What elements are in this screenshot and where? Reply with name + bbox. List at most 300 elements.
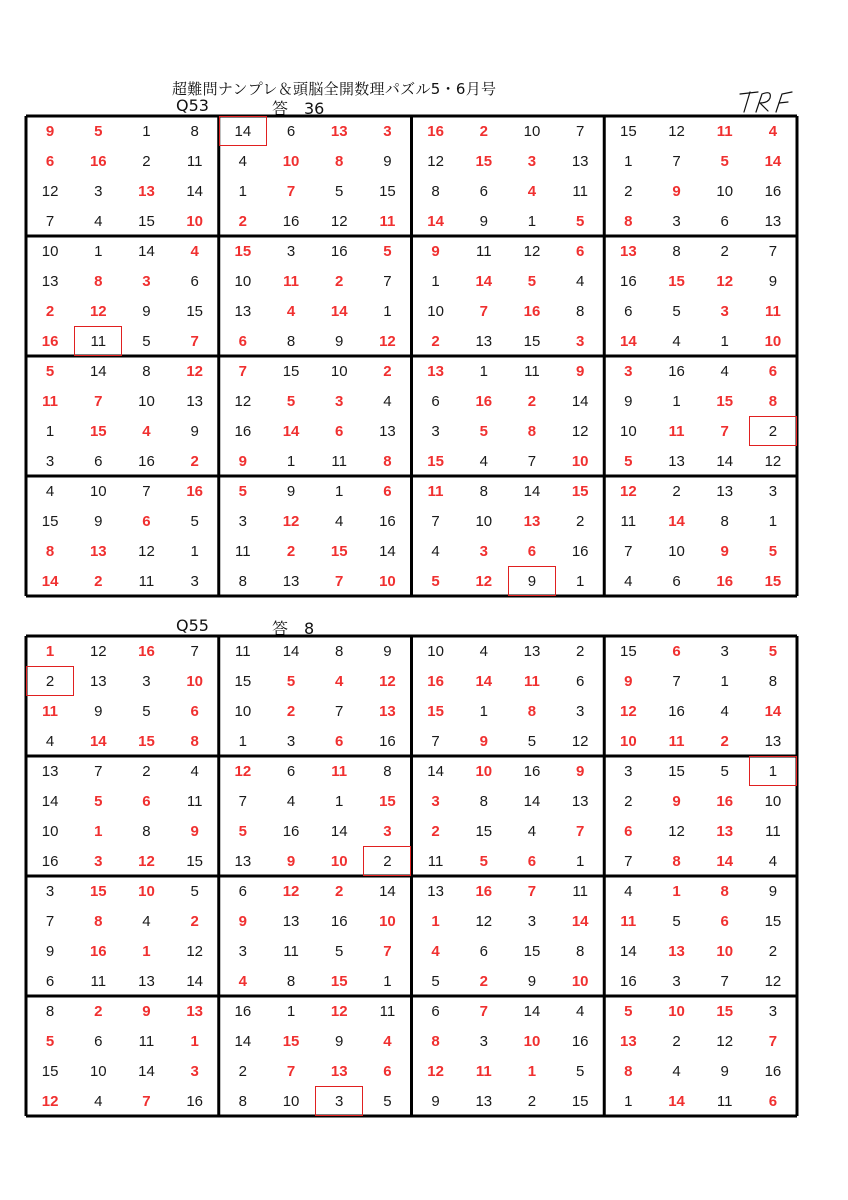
cell-value: 1: [624, 152, 633, 170]
cell-given: 16: [427, 672, 444, 690]
cell-given: 6: [335, 732, 344, 750]
cell-value: 6: [431, 1002, 440, 1020]
cell-value: 10: [764, 792, 782, 810]
cell-given: 14: [475, 672, 493, 690]
cell-value: 10: [668, 542, 685, 560]
cell-given: 8: [94, 912, 103, 930]
cell-value: 6: [238, 882, 248, 900]
cell-given: 14: [764, 702, 782, 720]
cell-value: 14: [523, 482, 541, 500]
cell-given: 2: [383, 362, 392, 380]
cell-value: 4: [238, 152, 248, 170]
cell-value: 13: [234, 852, 252, 870]
cell-value: 16: [330, 242, 348, 260]
cell-given: 5: [768, 642, 778, 660]
cell-given: 12: [716, 272, 734, 290]
cell-value: 11: [138, 1032, 155, 1050]
cell-value: 2: [672, 1032, 681, 1050]
cell-given: 2: [286, 702, 296, 720]
cell-given: 6: [142, 512, 151, 530]
cell-given: 10: [186, 672, 203, 690]
cell-value: 10: [41, 822, 59, 840]
cell-given: 11: [427, 482, 444, 500]
cell-value: 4: [768, 852, 778, 870]
cell-given: 6: [383, 482, 392, 500]
cell-given: 11: [668, 422, 685, 440]
cell-given: 8: [624, 1062, 633, 1080]
cell-value: 6: [672, 572, 681, 590]
cell-given: 14: [41, 572, 59, 590]
cell-given: 3: [720, 302, 729, 320]
cell-given: 16: [138, 642, 155, 660]
cell-value: 15: [571, 1092, 589, 1110]
cell-given: 8: [190, 732, 199, 750]
cell-given: 5: [527, 272, 537, 290]
cell-value: 11: [379, 1002, 396, 1020]
cell-given: 13: [620, 242, 637, 260]
cell-value: 9: [94, 702, 103, 720]
cell-given: 9: [431, 242, 440, 260]
cell-value: 14: [571, 392, 589, 410]
cell-given: 16: [89, 152, 107, 170]
cell-value: 9: [142, 302, 151, 320]
cell-value: 11: [765, 822, 781, 840]
cell-value: 7: [672, 152, 681, 170]
cell-given: 6: [720, 912, 729, 930]
cell-given: 7: [575, 822, 585, 840]
cell-given: 5: [238, 822, 248, 840]
cell-value: 3: [238, 942, 248, 960]
cell-value: 5: [527, 732, 537, 750]
cell-value: 16: [571, 542, 589, 560]
cell-value: 1: [431, 272, 440, 290]
cell-value: 14: [186, 972, 203, 990]
cell-value: 3: [45, 882, 55, 900]
cell-value: 8: [672, 242, 681, 260]
cell-value: 13: [475, 332, 493, 350]
cell-value: 13: [427, 882, 444, 900]
cell-value: 8: [142, 362, 151, 380]
cell-given: 7: [190, 332, 199, 350]
cell-given: 15: [138, 732, 155, 750]
cell-given: 9: [672, 792, 681, 810]
cell-value: 4: [479, 642, 488, 660]
cell-given: 12: [282, 882, 300, 900]
cell-given: 7: [238, 362, 248, 380]
cell-value: 12: [716, 1032, 734, 1050]
cell-given: 8: [527, 422, 537, 440]
cell-value: 7: [624, 542, 633, 560]
cell-given: 14: [282, 422, 300, 440]
cell-value: 5: [720, 762, 729, 780]
cell-value: 11: [716, 1092, 733, 1110]
cell-value: 10: [282, 1092, 300, 1110]
cell-value: 4: [624, 882, 633, 900]
cell-value: 11: [283, 942, 299, 960]
cell-given: 5: [479, 422, 488, 440]
cell-value: 3: [286, 242, 296, 260]
cell-value: 3: [527, 912, 537, 930]
cell-value: 11: [524, 362, 540, 380]
cell-value: 13: [571, 152, 589, 170]
cell-value: 11: [186, 152, 203, 170]
cell-given: 3: [431, 792, 440, 810]
cell-value: 7: [768, 242, 778, 260]
cell-value: 13: [282, 572, 300, 590]
cell-value: 11: [427, 852, 444, 870]
cell-value: 8: [142, 822, 151, 840]
cell-value: 16: [764, 182, 782, 200]
cell-value: 5: [190, 882, 199, 900]
cell-value: 2: [720, 242, 729, 260]
cell-value: 14: [379, 542, 396, 560]
cell-given: 1: [672, 882, 681, 900]
cell-value: 1: [238, 182, 248, 200]
cell-value: 7: [238, 792, 248, 810]
cell-value: 4: [142, 912, 151, 930]
cell-value: 1: [190, 542, 199, 560]
cell-given: 4: [286, 302, 296, 320]
cell-value: 12: [668, 822, 685, 840]
cell-given: 10: [571, 972, 589, 990]
cell-given: 13: [668, 942, 685, 960]
cell-value: 8: [238, 1092, 248, 1110]
cell-value: 7: [45, 912, 55, 930]
cell-value: 5: [383, 1092, 392, 1110]
cell-value: 3: [45, 452, 55, 470]
cell-value: 7: [431, 512, 440, 530]
cell-value: 4: [383, 392, 392, 410]
cell-given: 12: [379, 332, 396, 350]
cell-value: 4: [527, 822, 537, 840]
cell-given: 16: [475, 392, 493, 410]
cell-given: 14: [330, 302, 348, 320]
cell-value: 12: [571, 732, 589, 750]
cell-value: 16: [668, 362, 685, 380]
cell-value: 9: [335, 1032, 344, 1050]
cell-value: 4: [575, 272, 585, 290]
cell-given: 16: [186, 482, 203, 500]
cell-given: 8: [383, 452, 392, 470]
cell-value: 3: [431, 422, 440, 440]
cell-given: 15: [330, 542, 348, 560]
cell-given: 11: [475, 1062, 492, 1080]
cell-given: 15: [330, 972, 348, 990]
cell-given: 12: [330, 1002, 348, 1020]
cell-value: 11: [620, 512, 637, 530]
cell-given: 6: [527, 542, 537, 560]
cell-value: 16: [282, 212, 300, 230]
cell-given: 1: [94, 822, 103, 840]
cell-value: 6: [479, 182, 488, 200]
cell-value: 2: [575, 512, 585, 530]
cell-value: 7: [672, 672, 681, 690]
cell-given: 7: [286, 1062, 296, 1080]
cell-value: 12: [668, 122, 685, 140]
cell-value: 14: [379, 882, 396, 900]
cell-value: 4: [479, 452, 488, 470]
cell-given: 5: [624, 452, 633, 470]
cell-value: 10: [89, 482, 107, 500]
cell-given: 10: [379, 912, 396, 930]
cell-given: 5: [479, 852, 488, 870]
cell-given: 6: [672, 642, 681, 660]
cell-given: 9: [238, 452, 248, 470]
cell-given: 16: [41, 332, 59, 350]
cell-given: 6: [527, 852, 537, 870]
cell-given: 3: [383, 822, 392, 840]
cell-value: 5: [672, 302, 681, 320]
cell-value: 5: [335, 182, 344, 200]
cell-given: 6: [768, 1092, 778, 1110]
cell-value: 1: [238, 732, 248, 750]
cell-given: 10: [716, 942, 734, 960]
cell-given: 9: [286, 852, 296, 870]
cell-value: 9: [286, 482, 296, 500]
cell-given: 11: [283, 272, 299, 290]
cell-value: 3: [768, 482, 778, 500]
cell-given: 11: [379, 212, 396, 230]
cell-value: 5: [190, 512, 199, 530]
cell-given: 14: [571, 912, 589, 930]
cell-given: 16: [716, 792, 734, 810]
cell-value: 9: [94, 512, 103, 530]
cell-given: 5: [624, 1002, 633, 1020]
cell-value: 1: [383, 302, 392, 320]
cell-given: 11: [668, 732, 685, 750]
cell-given: 15: [427, 702, 444, 720]
cell-value: 15: [475, 822, 493, 840]
cell-given: 5: [94, 792, 103, 810]
cell-given: 12: [620, 702, 637, 720]
cell-given: 2: [190, 912, 199, 930]
cell-value: 14: [523, 1002, 541, 1020]
cell-value: 14: [89, 362, 107, 380]
cell-given: 9: [672, 182, 681, 200]
cell-value: 16: [41, 852, 59, 870]
cell-value: 14: [41, 792, 59, 810]
cell-given: 11: [331, 762, 348, 780]
cell-given: 9: [238, 912, 248, 930]
cell-value: 11: [90, 332, 107, 350]
cell-given: 8: [624, 212, 633, 230]
cell-value: 10: [620, 422, 637, 440]
cell-value: 11: [572, 182, 588, 200]
cell-given: 3: [94, 852, 103, 870]
cell-value: 4: [45, 732, 55, 750]
cell-given: 5: [286, 392, 296, 410]
cell-value: 6: [190, 272, 199, 290]
answer-label-q53: 答 36: [272, 99, 325, 118]
cell-value: 16: [523, 762, 541, 780]
cell-value: 14: [234, 1032, 252, 1050]
cell-given: 5: [286, 672, 296, 690]
cell-given: 2: [720, 732, 729, 750]
cell-value: 11: [235, 542, 251, 560]
cell-value: 13: [282, 912, 300, 930]
cell-given: 3: [383, 122, 392, 140]
cell-value: 6: [624, 302, 633, 320]
cell-value: 7: [431, 732, 440, 750]
cell-given: 2: [335, 882, 344, 900]
cell-value: 3: [238, 512, 248, 530]
cell-value: 2: [45, 672, 55, 690]
cell-value: 11: [235, 642, 251, 660]
cell-value: 13: [41, 762, 59, 780]
cell-given: 15: [716, 392, 734, 410]
cell-given: 4: [768, 122, 778, 140]
cell-given: 5: [94, 122, 103, 140]
cell-given: 16: [427, 122, 444, 140]
cell-given: 11: [764, 302, 781, 320]
cell-value: 1: [45, 422, 55, 440]
cell-given: 10: [330, 852, 348, 870]
cell-given: 11: [620, 912, 637, 930]
cell-given: 9: [575, 762, 585, 780]
cell-value: 4: [286, 792, 296, 810]
cell-given: 8: [768, 392, 778, 410]
cell-value: 5: [142, 332, 151, 350]
cell-value: 13: [523, 642, 541, 660]
cell-value: 2: [624, 792, 633, 810]
cell-value: 12: [234, 392, 252, 410]
cell-given: 12: [282, 512, 300, 530]
cell-value: 12: [427, 152, 444, 170]
cell-given: 7: [720, 422, 729, 440]
cell-given: 16: [716, 572, 734, 590]
cell-value: 7: [335, 702, 344, 720]
cell-given: 10: [523, 1032, 541, 1050]
cell-given: 15: [668, 272, 685, 290]
cell-value: 7: [190, 642, 199, 660]
cell-value: 15: [620, 642, 637, 660]
cell-value: 12: [330, 212, 348, 230]
cell-given: 2: [479, 972, 488, 990]
cell-value: 1: [335, 482, 344, 500]
cell-value: 16: [379, 512, 396, 530]
cell-given: 15: [427, 452, 444, 470]
cell-value: 6: [286, 762, 296, 780]
cell-given: 10: [764, 332, 782, 350]
cell-given: 14: [475, 272, 493, 290]
cell-value: 7: [720, 972, 729, 990]
cell-given: 14: [89, 732, 107, 750]
cell-value: 13: [379, 422, 396, 440]
cell-given: 15: [571, 482, 589, 500]
cell-given: 7: [142, 1092, 151, 1110]
cell-value: 14: [330, 822, 348, 840]
cell-given: 5: [431, 572, 440, 590]
cell-given: 13: [89, 542, 107, 560]
cell-given: 12: [138, 852, 155, 870]
cell-value: 3: [190, 572, 199, 590]
cell-given: 13: [620, 1032, 637, 1050]
cell-value: 11: [138, 572, 155, 590]
cell-value: 9: [45, 942, 55, 960]
cell-value: 15: [668, 762, 685, 780]
cell-value: 4: [94, 212, 103, 230]
cell-given: 6: [142, 792, 151, 810]
cell-value: 1: [672, 392, 681, 410]
cell-given: 10: [475, 762, 493, 780]
cell-given: 9: [479, 732, 488, 750]
cell-given: 4: [238, 972, 248, 990]
cell-value: 16: [186, 1092, 203, 1110]
cell-value: 9: [431, 1092, 440, 1110]
cell-value: 3: [142, 672, 151, 690]
cell-value: 16: [234, 1002, 252, 1020]
cell-given: 3: [142, 272, 151, 290]
cell-given: 14: [764, 152, 782, 170]
cell-value: 14: [523, 792, 541, 810]
cell-value: 16: [234, 422, 252, 440]
cell-given: 16: [89, 942, 107, 960]
cell-value: 9: [383, 642, 392, 660]
cell-value: 1: [575, 572, 585, 590]
cell-value: 14: [427, 762, 444, 780]
cell-value: 12: [89, 642, 107, 660]
cell-value: 10: [234, 272, 252, 290]
cell-value: 8: [45, 1002, 55, 1020]
cell-given: 7: [479, 302, 488, 320]
cell-value: 3: [575, 702, 585, 720]
cell-given: 7: [94, 392, 103, 410]
cell-value: 1: [383, 972, 392, 990]
cell-given: 10: [138, 882, 155, 900]
cell-value: 3: [624, 762, 633, 780]
cell-given: 2: [238, 212, 248, 230]
cell-value: 5: [575, 1062, 585, 1080]
cell-value: 10: [234, 702, 252, 720]
cell-value: 1: [720, 672, 729, 690]
cell-given: 15: [475, 152, 493, 170]
cell-value: 2: [383, 852, 392, 870]
cell-given: 15: [716, 1002, 734, 1020]
cell-given: 5: [238, 482, 248, 500]
sudoku-grid-q53: [26, 116, 797, 596]
cell-given: 9: [624, 672, 633, 690]
cell-value: 8: [575, 302, 585, 320]
cell-value: 9: [624, 392, 633, 410]
cell-given: 4: [431, 942, 440, 960]
cell-given: 4: [527, 182, 537, 200]
cell-value: 7: [527, 452, 537, 470]
cell-value: 14: [620, 942, 637, 960]
cell-given: 3: [335, 392, 344, 410]
cell-given: 12: [475, 572, 493, 590]
cell-given: 9: [45, 122, 55, 140]
cell-value: 4: [720, 702, 729, 720]
cell-given: 13: [523, 512, 541, 530]
cell-given: 12: [379, 672, 396, 690]
cell-given: 7: [383, 942, 392, 960]
cell-value: 2: [527, 1092, 537, 1110]
cell-value: 15: [138, 212, 155, 230]
cell-value: 4: [720, 362, 729, 380]
cell-given: 4: [190, 242, 199, 260]
cell-given: 3: [575, 332, 585, 350]
cell-value: 9: [383, 152, 392, 170]
cell-value: 7: [45, 212, 55, 230]
cell-value: 1: [575, 852, 585, 870]
cell-given: 6: [768, 362, 778, 380]
cell-given: 2: [190, 452, 199, 470]
cell-value: 8: [383, 762, 392, 780]
cell-given: 4: [142, 422, 151, 440]
cell-value: 11: [186, 792, 203, 810]
cell-value: 4: [94, 1092, 103, 1110]
cell-value: 13: [571, 792, 589, 810]
